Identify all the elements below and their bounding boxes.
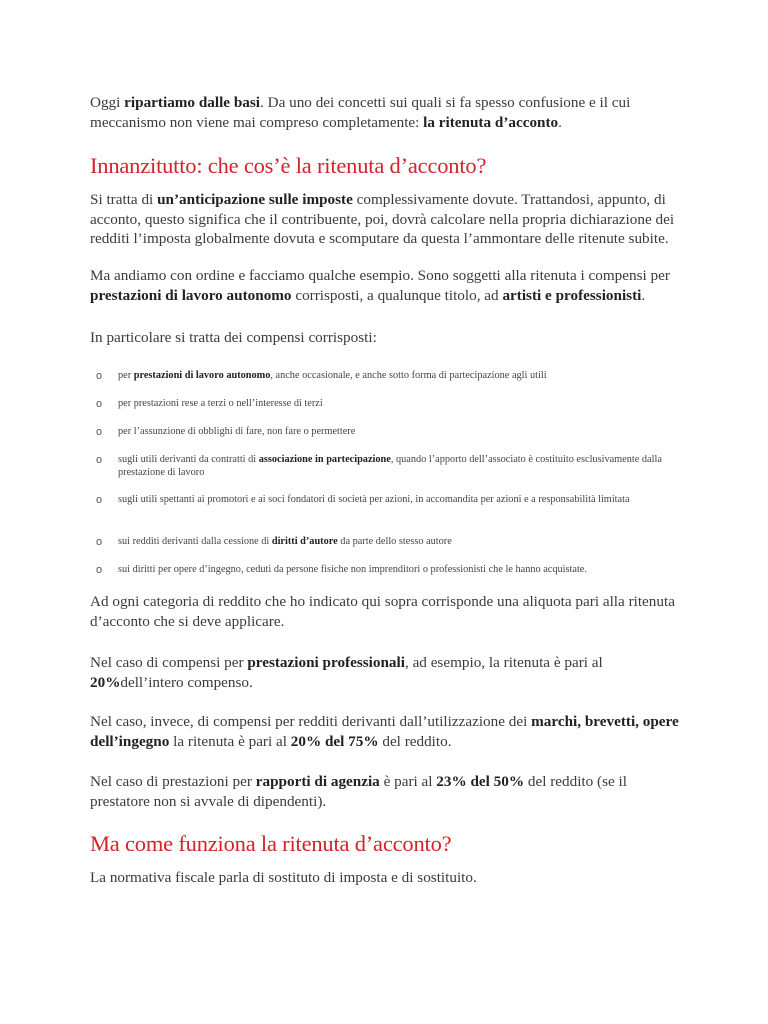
bold-text: un’anticipazione sulle imposte [157, 191, 353, 208]
paragraph-7 [90, 772, 690, 811]
list-item-text [118, 494, 678, 507]
bullet-icon: o [96, 494, 103, 506]
bullet-icon: o [96, 536, 103, 548]
text: corrisposti, a qualunque titolo, ad [291, 286, 503, 304]
bullet-icon: o [96, 398, 103, 410]
list-item-text [118, 426, 678, 439]
bold-text: ripartiamo dalle basi [124, 94, 261, 111]
bold-text: rapporti di agenzia [255, 773, 380, 790]
bold-text: prestazioni professionali [247, 654, 405, 671]
text: , anche occasionale, e anche sotto forma di partecipazione agli utili [270, 370, 547, 381]
text: del reddito. [378, 732, 452, 750]
paragraph-6 [90, 712, 690, 751]
text: per [118, 370, 134, 381]
text: per l’assunzione di obblighi di fare, non fare o permettere [118, 426, 356, 437]
text: da parte dello stesso autore [337, 536, 452, 547]
text: dell’intero compenso. [120, 673, 253, 691]
list-item-text [118, 454, 678, 479]
bullet-icon: o [96, 426, 103, 438]
paragraph-4: Ad ogni categoria di reddito che ho indicato qui sopra corrisponde una aliquota pari alla ritenuta d’acconto che si deve applicare. [90, 593, 675, 630]
bold-text: 20% [90, 673, 121, 691]
text: del reddito (se il prestatore non si avvale di dipendenti). [90, 773, 627, 810]
text: è pari al [379, 773, 437, 790]
list-item-text [118, 398, 678, 411]
text: , ad esempio, la ritenuta è pari al [404, 654, 603, 671]
text: sui diritti per opere d’ingegno, ceduti da persone fisiche non imprenditori o professionisti che le hanno acquistate. [118, 564, 587, 575]
bullet-icon: o [96, 370, 103, 382]
bold-text: la ritenuta d’acconto [423, 113, 559, 131]
bold-text: 23% del 50% [436, 773, 525, 790]
text: Nel caso, invece, di compensi per redditi derivanti dall’utilizzazione dei [90, 713, 532, 730]
text: sugli utili derivanti da contratti di [118, 454, 259, 465]
paragraph-3: In particolare si tratta dei compensi corrisposti: [90, 329, 377, 346]
text: sui redditi derivanti dalla cessione di [118, 536, 272, 547]
paragraph-1 [90, 190, 690, 249]
text: . [558, 113, 562, 131]
text: Nel caso di prestazioni per [90, 773, 256, 790]
bold-text: prestazioni di lavoro autonomo [90, 286, 292, 304]
bullet-icon: o [96, 454, 103, 466]
text: per prestazioni rese a terzi o nell’interesse di terzi [118, 398, 323, 409]
paragraph-8: La normativa fiscale parla di sostituto di imposta e di sostituito. [90, 869, 477, 886]
bold-text: artisti e professionisti [502, 286, 642, 304]
section-heading: Ma come funziona la ritenuta d’acconto? [90, 831, 452, 856]
text: complessivamente dovute. Trattandosi, appunto, di acconto, questo significa che il contribuente, poi, dovrà calcolare nella propria dichiarazione dei redditi l’imposta globalmente dovuta e scomputare da questa l’ammontare delle ritenute subite. [90, 191, 675, 247]
paragraph-2 [90, 266, 690, 305]
text: . [641, 286, 646, 304]
bold-text: marchi, brevetti, opere dell’ingegno [90, 713, 679, 750]
text: Nel caso di compensi per [90, 654, 248, 671]
section-heading: Innanzitutto: che cos’è la ritenuta d’acconto? [90, 153, 487, 178]
text: . Da uno dei concetti sui quali si fa spesso confusione e il cui meccanismo non viene mai compreso completamente: [90, 94, 631, 131]
bold-text: associazione in partecipazione [258, 454, 391, 465]
text: sugli utili spettanti ai promotori e ai soci fondatori di società per azioni, in accomandita per azioni e a responsabilità limitata [118, 494, 630, 505]
list-item-text [118, 536, 678, 549]
text: Oggi [90, 94, 125, 111]
intro-paragraph [90, 93, 690, 132]
list-item-text [118, 564, 678, 577]
bold-text: 20% del 75% [290, 732, 379, 750]
bullet-icon: o [96, 564, 103, 576]
text: Si tratta di [90, 191, 158, 208]
bold-text: prestazioni di lavoro autonomo [133, 370, 271, 381]
text: Ma andiamo con ordine e facciamo qualche esempio. Sono soggetti alla ritenuta i compensi per [90, 267, 670, 284]
text: la ritenuta è pari al [169, 732, 291, 750]
list-item-text [118, 370, 678, 383]
paragraph-5 [90, 653, 690, 692]
text: , quando l’apporto dell’associato è costituito esclusivamente dalla prestazione di lavoro [118, 454, 662, 478]
bold-text: diritti d’autore [271, 536, 338, 547]
